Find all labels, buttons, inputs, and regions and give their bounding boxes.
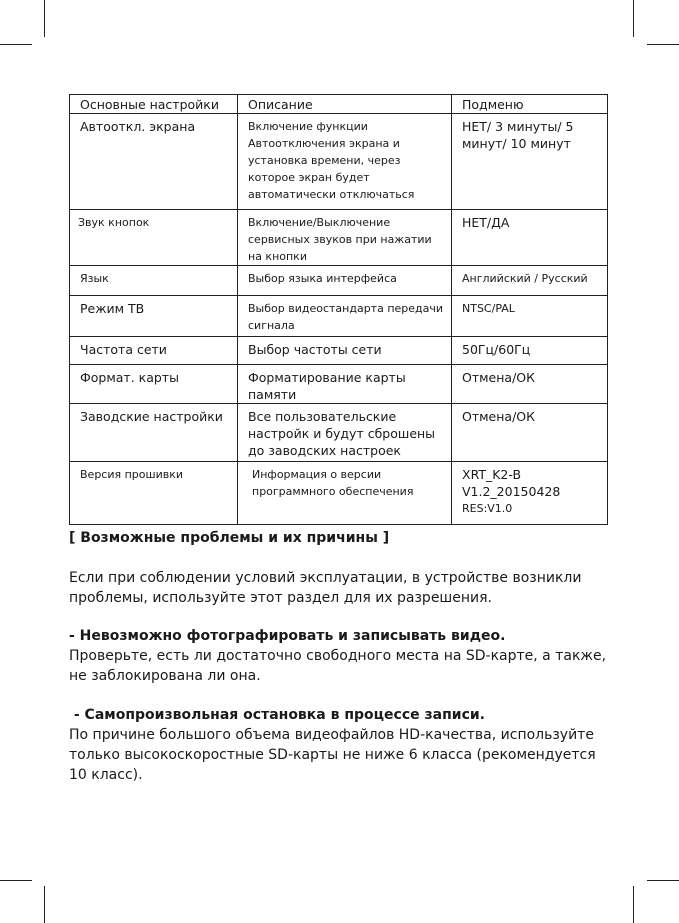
setting-submenu: Отмена/ОК — [452, 404, 608, 462]
section-title-block — [69, 528, 629, 548]
setting-name: Заводские настройки — [70, 404, 238, 462]
settings-table — [69, 94, 608, 525]
setting-description: Информация о версии программного обеспечения — [238, 462, 452, 525]
text-line: По причине большого объема видеофайлов HD-качества, используйте — [69, 727, 594, 743]
setting-description: Включение/Выключение сервисных звуков при нажатии на кнопки — [238, 210, 452, 266]
setting-description: Выбор частоты сети — [238, 337, 452, 365]
crop-mark — [0, 880, 32, 881]
table-header-row — [70, 95, 608, 114]
intro-paragraph — [69, 568, 629, 608]
setting-name: Режим ТВ — [70, 296, 238, 337]
setting-submenu: НЕТ/ 3 минуты/ 5 минут/ 10 минут — [452, 114, 608, 210]
table-row — [70, 337, 608, 365]
table-row — [70, 296, 608, 337]
text-line: 10 класс). — [69, 767, 143, 783]
setting-name: Язык — [70, 266, 238, 296]
problem-block — [69, 626, 629, 686]
setting-description: Выбор языка интерфейса — [238, 266, 452, 296]
column-header: Подменю — [452, 95, 608, 114]
table-row — [70, 210, 608, 266]
section-title: [ Возможные проблемы и их причины ] — [69, 530, 390, 546]
firmware-line: XRT_K2-B — [462, 467, 522, 482]
problem-title: - Невозможно фотографировать и записывать видео. — [69, 628, 506, 644]
table-row — [70, 114, 608, 210]
setting-name: Частота сети — [70, 337, 238, 365]
crop-mark — [44, 886, 45, 923]
setting-description: Выбор видеостандарта передачи сигнала — [238, 296, 452, 337]
setting-name: Формат. карты — [70, 365, 238, 404]
text-line: только высокоскоростные SD-карты не ниже 6 класса (рекомендуется — [69, 747, 596, 763]
setting-description: Форматирование карты памяти — [238, 365, 452, 404]
text-line: Проверьте, есть ли достаточно свободного места на SD-карте, а также, — [69, 648, 607, 664]
setting-description: Все пользовательские настройк и будут сброшены до заводских настроек — [238, 404, 452, 462]
crop-mark — [633, 886, 634, 923]
setting-name: Звук кнопок — [70, 210, 238, 266]
text-line: не заблокирована ли она. — [69, 668, 261, 684]
column-header: Основные настройки — [70, 95, 238, 114]
text-line: проблемы, используйте этот раздел для их разрешения. — [69, 590, 492, 606]
setting-submenu: Английский / Русский — [452, 266, 608, 296]
firmware-line: RES:V1.0 — [462, 502, 513, 515]
setting-submenu: НЕТ/ДА — [452, 210, 608, 266]
problem-title: - Самопроизвольная остановка в процессе записи. — [69, 707, 485, 723]
table-row — [70, 266, 608, 296]
problem-block — [69, 705, 629, 785]
crop-mark — [44, 0, 45, 37]
crop-mark — [0, 44, 32, 45]
setting-submenu — [452, 462, 608, 525]
setting-name: Версия прошивки — [70, 462, 238, 525]
setting-submenu: NTSC/PAL — [452, 296, 608, 337]
crop-mark — [647, 44, 679, 45]
setting-submenu: Отмена/ОК — [452, 365, 608, 404]
text-line: Если при соблюдении условий эксплуатации, в устройстве возникли — [69, 570, 582, 586]
crop-mark — [633, 0, 634, 37]
table-row — [70, 365, 608, 404]
table-row — [70, 404, 608, 462]
firmware-line: V1.2_20150428 — [462, 484, 561, 499]
crop-mark — [647, 880, 679, 881]
table-row — [70, 462, 608, 525]
setting-submenu: 50Гц/60Гц — [452, 337, 608, 365]
setting-name: Автооткл. экрана — [70, 114, 238, 210]
setting-description: Включение функции Автоотключения экрана и установка времени, через которое экран будет автоматически отключаться — [238, 114, 452, 210]
column-header: Описание — [238, 95, 452, 114]
